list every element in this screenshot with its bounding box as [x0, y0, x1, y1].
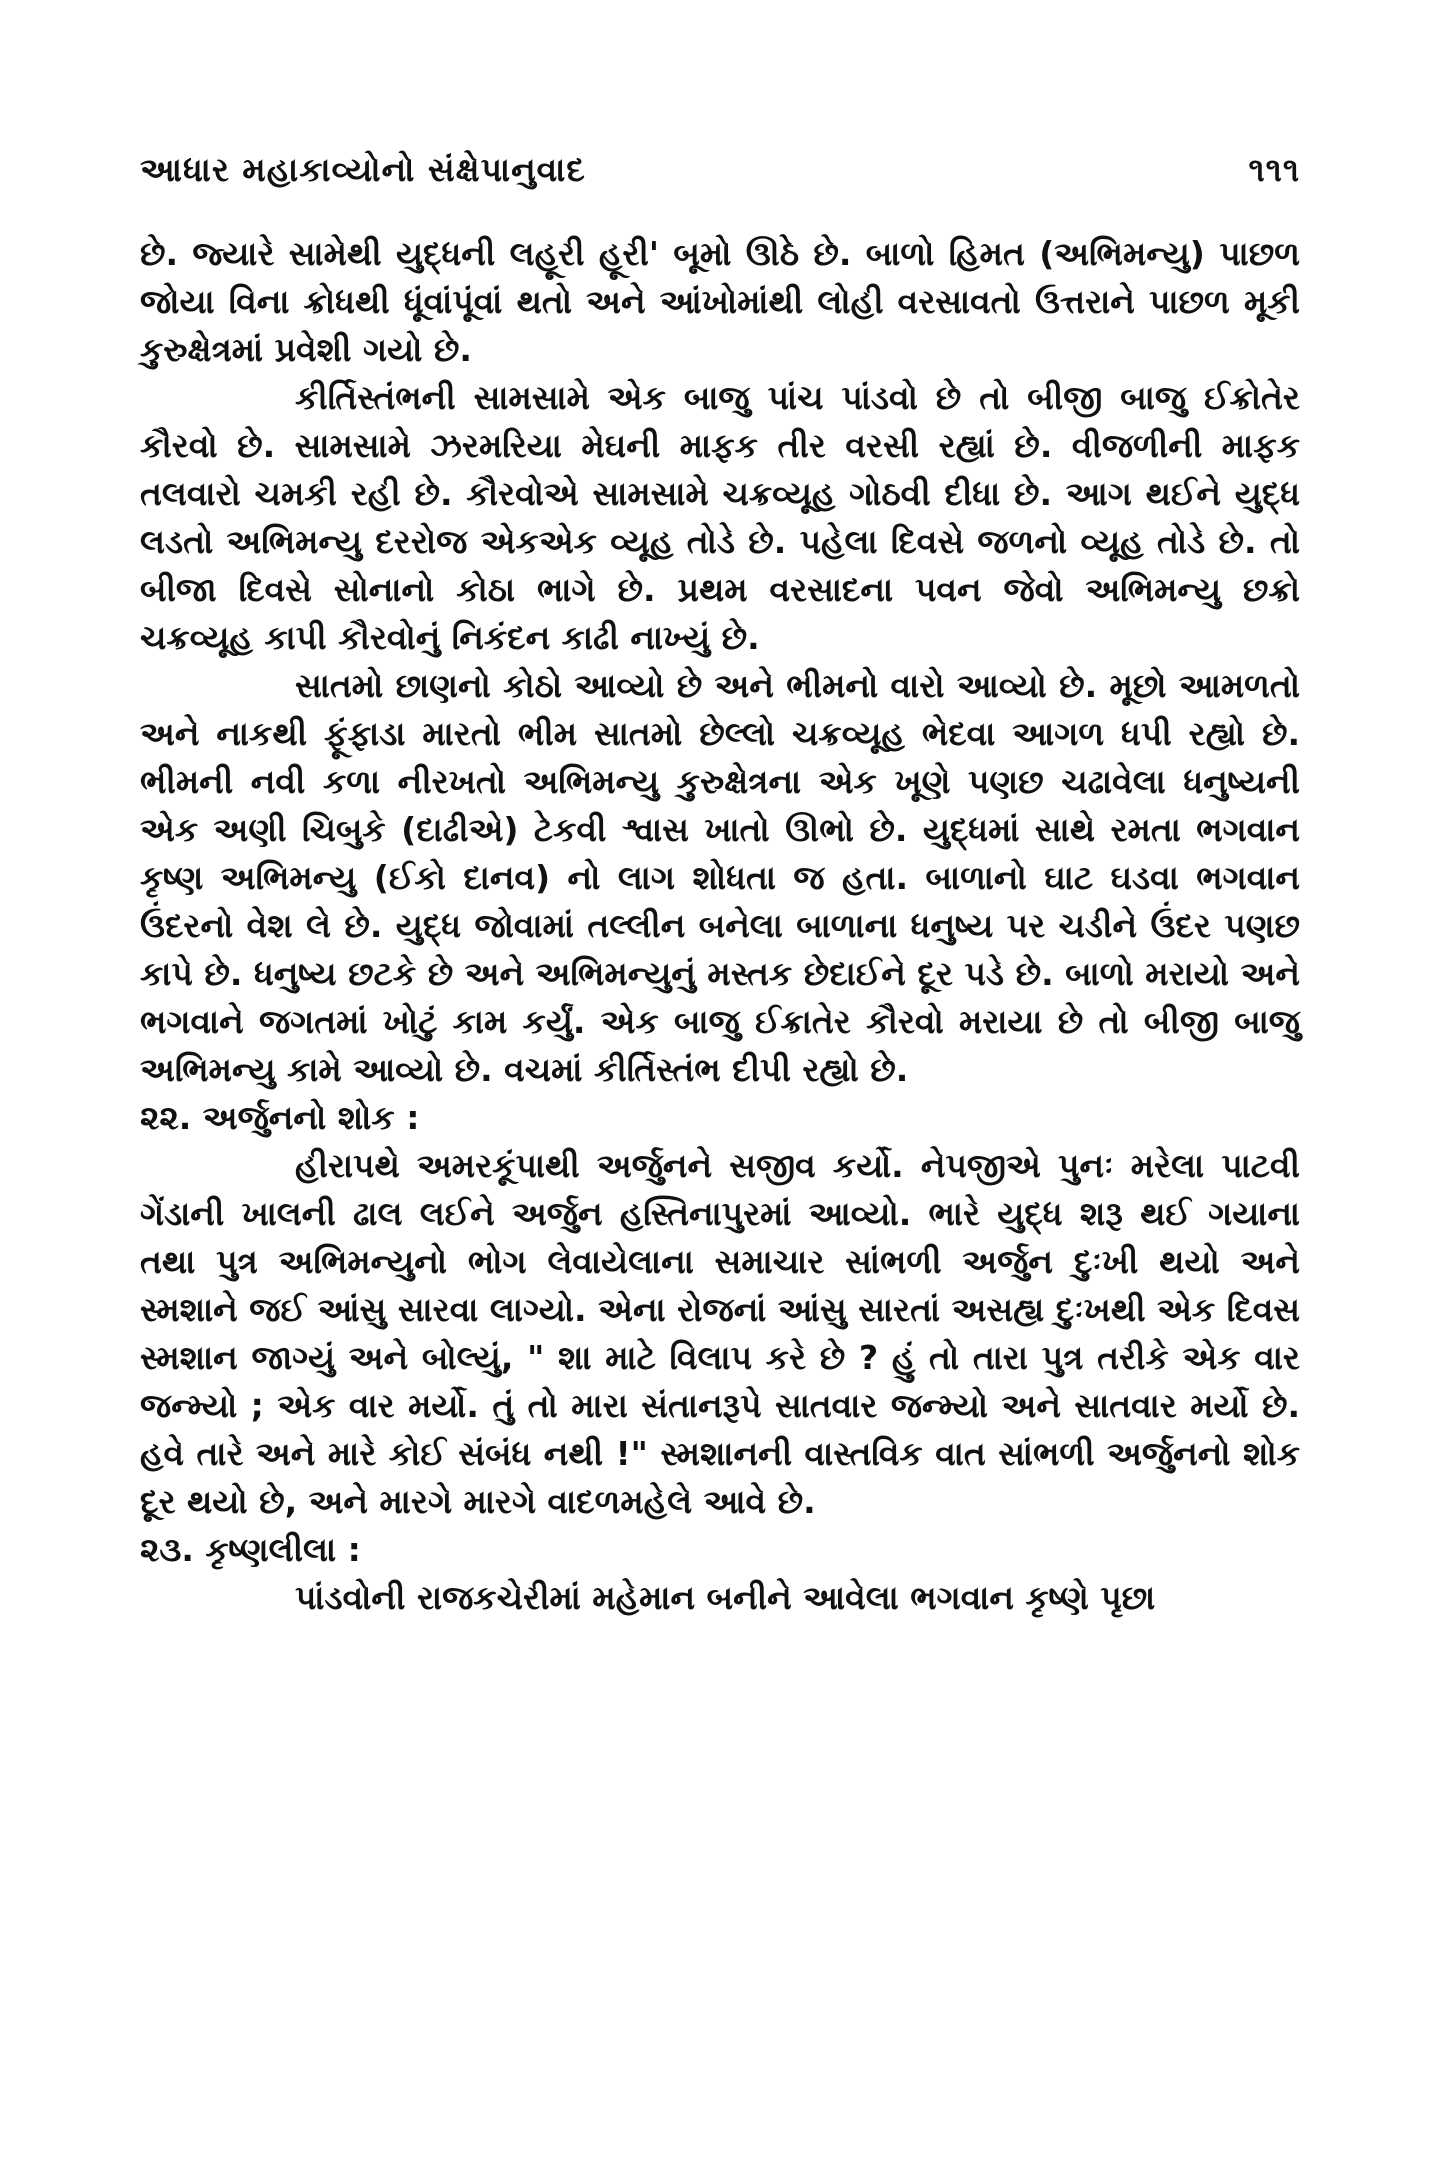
page-number: ૧૧૧: [1248, 150, 1300, 189]
running-title: આધાર મહાકાવ્યોનો સંક્ષેપાનુવાદ: [140, 150, 586, 189]
paragraph-kirtistambh: કીર્તિસ્તંભની સામસામે એક બાજુ પાંચ પાંડવો છે તો બીજી બાજુ ઈક્રોતેર કૌરવો છે. સામસામે ઝરમરિયા મેઘની માફક તીર વરસી રહ્યાં છે. વીજળીની માફક તલવારો ચમકી રહી છે. કૌરવોએ સામસામે ચક્રવ્યૂહ ગોઠવી દીધા છે. આગ થઈને યુદ્ધ લડતો અભિમન્યુ દરરોજ એકએક વ્યૂહ તોડે છે. પહેલા દિવસે જળનો વ્યૂહ તોડે છે. તો બીજા દિવસે સોનાનો કોઠા ભાગે છે. પ્રથમ વરસાદના પવન જેવો અભિમન્યુ છક્રો ચક્રવ્યૂહ કાપી કૌરવોનું નિકંદન કાઢી નાખ્યું છે.: [140, 378, 1300, 657]
paragraph-arjuna-grief: હીરાપથે અમરકૂંપાથી અર્જુનને સજીવ કર્યો. નેપજીએ પુનઃ મરેલા પાટવી ગેંડાની ખાલની ઢાલ લઈને અર્જુન હસ્તિનાપુરમાં આવ્યો. ભારે યુદ્ધ શરૂ થઈ ગયાના તથા પુત્ર અભિમન્યુનો ભોગ લેવાયેલાના સમાચાર સાંભળી અર્જુન દુઃખી થયો અને સ્મશાને જઈ આંસુ સારવા લાગ્યો. એના રોજનાં આંસુ સારતાં અસહ્ય દુઃખથી એક દિવસ સ્મશાન જાગ્યું અને બોલ્યું, " શા માટે વિલાપ કરે છે ? હું તો તારા પુત્ર તરીકે એક વાર જન્મ્યો ; એક વાર મર્યો. તું તો મારા સંતાનરૂપે સાતવાર જન્મ્યો અને સાતવાર મર્યો છે. હવે તારે અને મારે કોઈ સંબંધ નથી !" સ્મશાનની વાસ્તવિક વાત સાંભળી અર્જુનનો શોક દૂર થયો છે, અને મારગે મારગે વાદળમહેલે આવે છે.: [140, 1146, 1300, 1521]
paragraph-continuation: છે. જ્યારે સામેથી યુદ્ધની લહૂરી હૂરી' બૂમો ઊઠે છે. બાળો હિમત (અભિમન્યુ) પાછળ જોયા વિના ક્રોધથી ધૂંવાંપૂંવાં થતો અને આંખોમાંથી લોહી વરસાવતો ઉત્તરાને પાછળ મૂકી કુરુક્ષેત્રમાં પ્રવેશી ગયો છે.: [140, 234, 1300, 369]
paragraph-krishna-lila: પાંડવોની રાજકચેરીમાં મહેમાન બનીને આવેલા ભગવાન કૃષ્ણે પૃછા: [295, 1578, 1156, 1617]
section-heading-23: ૨૩. કૃષ્ણલીલા :: [140, 1530, 361, 1569]
section-heading-22: ૨૨. અર્જુનનો શોક :: [140, 1098, 420, 1137]
running-header: [140, 150, 1300, 190]
page-body: [140, 230, 1300, 1622]
paragraph-seventh-gate: સાતમો છાણનો કોઠો આવ્યો છે અને ભીમનો વારો આવ્યો છે. મૂછો આમળતો અને નાકથી ફૂંફાડા મારતો ભીમ સાતમો છેલ્લો ચક્રવ્યૂહ ભેદવા આગળ ધપી રહ્યો છે. ભીમની નવી કળા નીરખતો અભિમન્યુ કુરુક્ષેત્રના એક ખૂણે પણછ ચઢાવેલા ધનુષ્યની એક અણી ચિબુકે (દાઢીએ) ટેકવી શ્વાસ ખાતો ઊભો છે. યુદ્ધમાં સાથે રમતા ભગવાન કૃષ્ણ અભિમન્યુ (ઈકો દાનવ) નો લાગ શોધતા જ હતા. બાળાનો ઘાટ ઘડવા ભગવાન ઉંદરનો વેશ લે છે. યુદ્ધ જોવામાં તલ્લીન બનેલા બાળાના ધનુષ્ય પર ચડીને ઉંદર પણછ કાપે છે. ધનુષ્ય છટકે છે અને અભિમન્યુનું મસ્તક છેદાઈને દૂર પડે છે. બાળો મરાયો અને ભગવાને જગતમાં ખોટું કામ કર્યું. એક બાજુ ઈક્રાતેર કૌરવો મરાયા છે તો બીજી બાજુ અભિમન્યુ કામે આવ્યો છે. વચમાં કીર્તિસ્તંભ દીપી રહ્યો છે.: [140, 666, 1300, 1089]
